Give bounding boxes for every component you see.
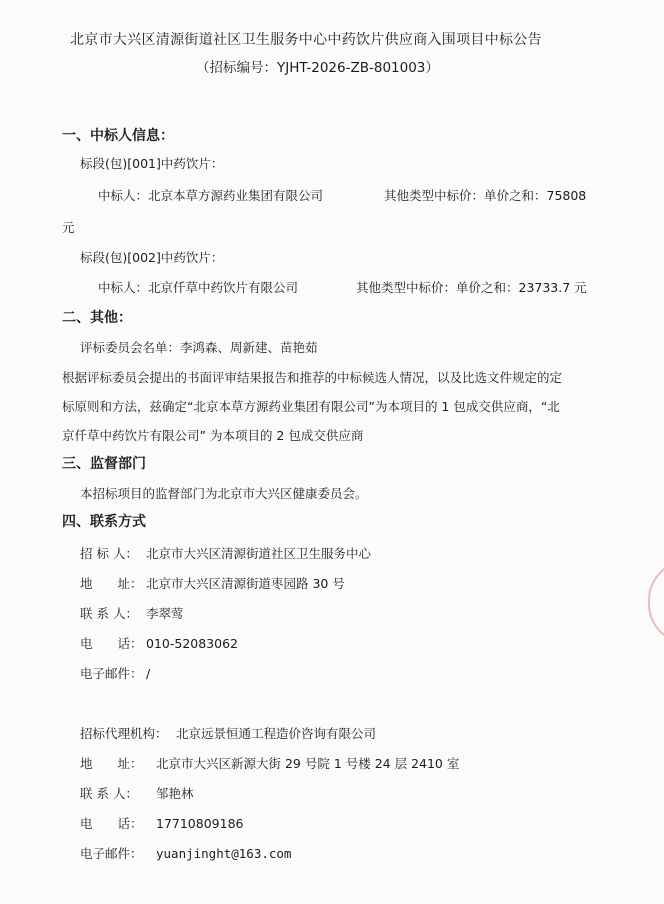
- agent-name-label: 招标代理机构：: [80, 726, 168, 741]
- agent-phone: 17710809186: [156, 816, 244, 831]
- agent-email: yuanjinght@163.com: [156, 846, 292, 861]
- tenderer-address-label: 地 址：: [80, 576, 143, 591]
- lot2-winner: 中标人：北京仟草中药饮片有限公司: [98, 280, 299, 295]
- tenderer-phone: 010-52083062: [146, 636, 238, 651]
- tender-number: （招标编号：YJHT-2026-ZB-801003）: [196, 60, 439, 76]
- tenderer-name: 北京市大兴区清源街道社区卫生服务中心: [146, 546, 372, 561]
- tenderer-contact: 李翠莺: [146, 606, 184, 621]
- tenderer-name-label: 招 标 人：: [80, 546, 138, 561]
- decision-paragraph-line3: 京仟草中药饮片有限公司” 为本项目的 2 包成交供应商: [62, 428, 364, 443]
- agent-address-label: 地 址：: [80, 756, 143, 771]
- tenderer-email: /: [146, 666, 151, 681]
- agent-name: 北京远景恒通工程造价咨询有限公司: [176, 726, 377, 741]
- committee-list: 评标委员会名单：李鸿森、周新建、苗艳茹: [80, 340, 318, 355]
- lot1-price-unit: 元: [62, 220, 75, 235]
- lot1-winner: 中标人：北京本草方源药业集团有限公司: [98, 188, 324, 203]
- agent-phone-label: 电 话：: [80, 816, 143, 831]
- section-heading-other: 二、其他：: [62, 310, 132, 326]
- decision-paragraph-line2: 标原则和方法，兹确定“北京本草方源药业集团有限公司”为本项目的 1 包成交供应商，“北: [62, 399, 560, 414]
- section-heading-winner-info: 一、中标人信息：: [62, 128, 174, 144]
- section-heading-supervision: 三、监督部门: [62, 456, 146, 472]
- section-heading-contact: 四、联系方式: [62, 514, 146, 530]
- tenderer-contact-label: 联 系 人：: [80, 606, 138, 621]
- tenderer-phone-label: 电 话：: [80, 636, 143, 651]
- lot1-price: 其他类型中标价：单价之和：75808: [384, 188, 587, 203]
- lot2-label: 标段(包)[002]中药饮片：: [80, 250, 224, 265]
- lot2-price: 其他类型中标价：单价之和：23733.7 元: [356, 280, 587, 295]
- agent-contact-label: 联 系 人：: [80, 786, 138, 801]
- agent-contact: 邹艳林: [156, 786, 194, 801]
- lot1-label: 标段(包)[001]中药饮片：: [80, 156, 224, 171]
- agent-email-label: 电子邮件：: [80, 846, 143, 861]
- decision-paragraph-line1: 根据评标委员会提出的书面评审结果报告和推荐的中标候选人情况，以及比选文件规定的定: [62, 370, 563, 385]
- tenderer-email-label: 电子邮件：: [80, 666, 143, 681]
- tenderer-address: 北京市大兴区清源街道枣园路 30 号: [146, 576, 345, 591]
- page-title: 北京市大兴区清源街道社区卫生服务中心中药饮片供应商入围项目中标公告: [70, 32, 542, 48]
- official-seal-edge: [648, 560, 664, 644]
- agent-address: 北京市大兴区新源大街 29 号院 1 号楼 24 层 2410 室: [156, 756, 460, 771]
- supervision-text: 本招标项目的监督部门为北京市大兴区健康委员会。: [80, 486, 368, 501]
